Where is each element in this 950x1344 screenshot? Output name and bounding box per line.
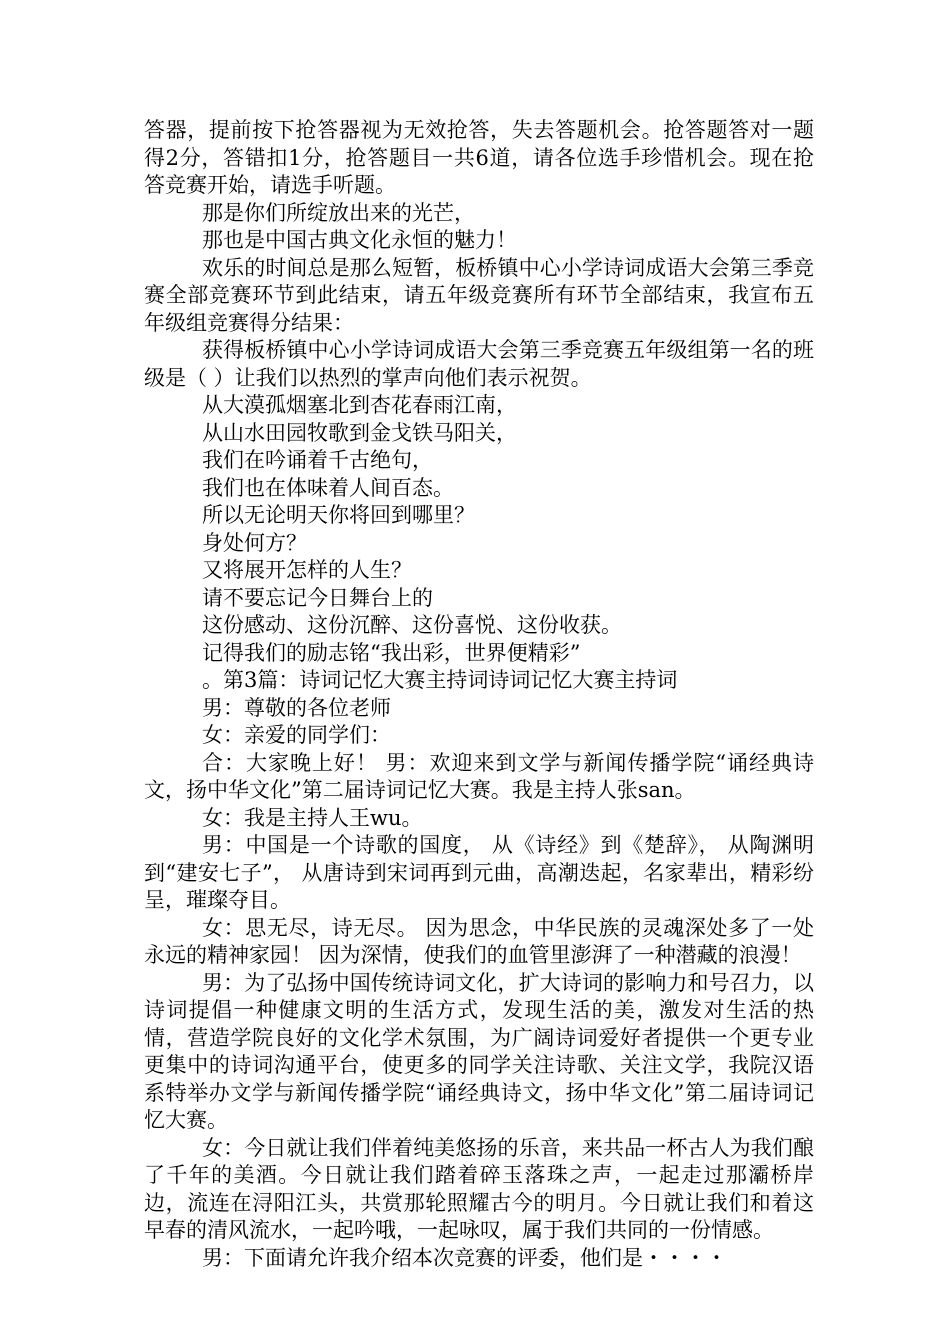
paragraph-endless-poetry: 女：思无尽，诗无尽。 因为思念，中华民族的灵魂深处多了一处永远的精神家园！ 因为深情，使我们的血管里澎湃了一种潜藏的浪漫！ xyxy=(144,915,814,967)
paragraph-poetry-nation: 男：中国是一个诗歌的国度， 从《诗经》到《楚辞》， 从陶渊明到“建安七子”， 从唐诗到宋词再到元曲，高潮迭起，名家辈出，精彩纷呈，璀璨夺目。 xyxy=(144,833,814,912)
poem-line: 从山水田园牧歌到金戈铁马阳关， xyxy=(202,420,517,445)
poem-line: 请不要忘记今日舞台上的 xyxy=(202,585,433,610)
paragraph-music: 女：今日就让我们伴着纯美悠扬的乐音，来共品一杯古人为我们酿了千年的美酒。今日就让我们踏着碎玉落珠之声，一起走过那灞桥岸边，流连在浔阳江头，共赏那轮照耀古今的明月。今日就让我们和着这早春的清风流水，一起吟哦，一起咏叹，属于我们共同的一份情感。 xyxy=(144,1135,814,1242)
paragraph-winner: 获得板桥镇中心小学诗词成语大会第三季竞赛五年级组第一名的班级是（ ）让我们以热烈的掌声向他们表示祝贺。 xyxy=(144,338,814,390)
poem-line: 我们在吟诵着千古绝句， xyxy=(202,448,433,472)
paragraph-greeting: 合：大家晚上好！ 男：欢迎来到文学与新闻传播学院“诵经典诗文，扬中华文化”第二届诗词记忆大赛。我是主持人张san。 xyxy=(144,750,814,802)
poem-line: 所以无论明天你将回到哪里？ xyxy=(202,503,475,527)
paragraph-purpose: 男：为了弘扬中国传统诗词文化，扩大诗词的影响力和号召力，以诗词提倡一种健康文明的生活方式，发现生活的美，激发对生活的热情，营造学院良好的文化学术氛围，为广阔诗词爱好者提供一个更专业更集中的诗词沟通平台，使更多的同学关注诗歌、关注文学，我院汉语系特举办文学与新闻传播学院“诵经典诗文，扬中华文化”第二届诗词记忆大赛。 xyxy=(144,970,814,1132)
paragraph-answer-rules: 答器，提前按下抢答器视为无效抢答，失去答题机会。抢答题答对一题得2分，答错扣1分，抢答题目一共6道，请各位选手珍惜机会。现在抢答竞赛开始，请选手听题。 xyxy=(144,118,814,197)
section-heading: 。第3篇：诗词记忆大赛主持词诗词记忆大赛主持词 xyxy=(202,668,678,692)
host-line: 男：尊敬的各位老师 xyxy=(202,695,391,720)
poem-line: 身处何方？ xyxy=(202,530,307,555)
motto-line: 记得我们的励志铭“我出彩，世界便精彩” xyxy=(202,640,581,665)
poem-line: 从大漠孤烟塞北到杏花春雨江南， xyxy=(202,393,517,417)
document-body xyxy=(144,117,814,1272)
paragraph-ending: 欢乐的时间总是那么短暂，板桥镇中心小学诗词成语大会第三季竞赛全部竞赛环节到此结束，请五年级竞赛所有环节全部结束，我宣布五年级组竞赛得分结果： xyxy=(144,255,814,335)
poem-line: 这份感动、这份沉醉、这份喜悦、这份收获。 xyxy=(202,613,622,637)
host-line: 女：亲爱的同学们： xyxy=(202,723,391,747)
host-line: 女：我是主持人王wu。 xyxy=(202,805,423,830)
host-line: 男：下面请允许我介绍本次竞赛的评委，他们是・・・・ xyxy=(202,1245,727,1270)
poem-line: 那是你们所绽放出来的光芒， xyxy=(202,200,475,225)
poem-line: 又将展开怎样的人生？ xyxy=(202,558,412,582)
poem-line: 我们也在体味着人间百态。 xyxy=(202,475,454,500)
poem-line: 那也是中国古典文化永恒的魅力！ xyxy=(202,228,517,252)
